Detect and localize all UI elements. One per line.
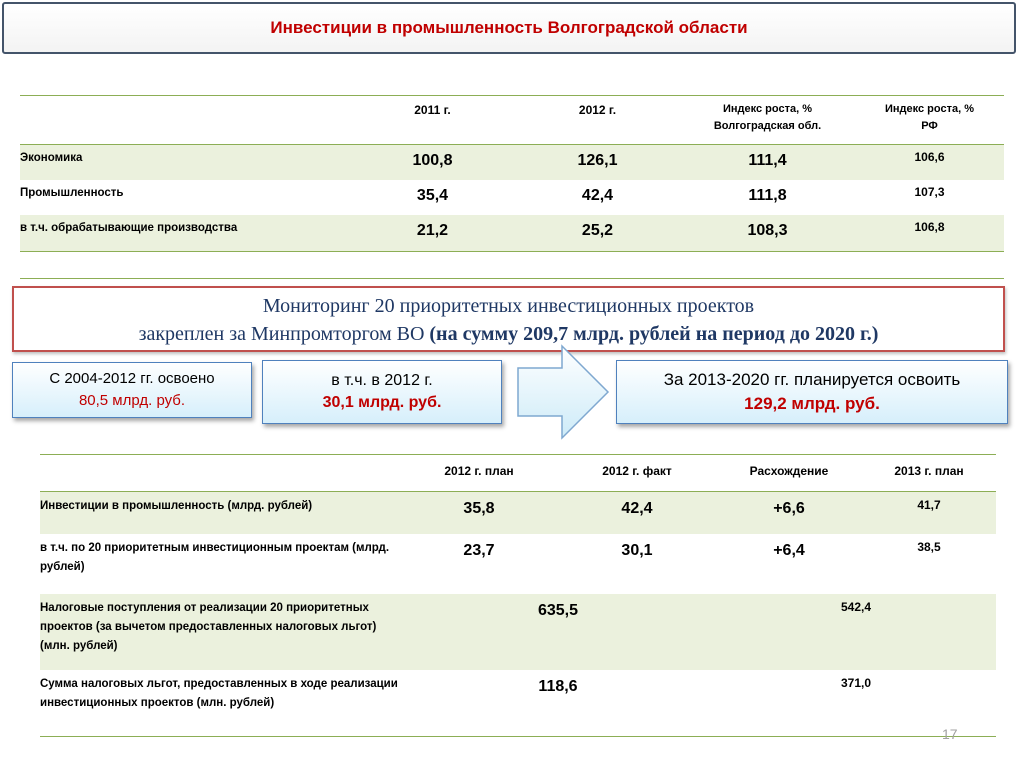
cell-diff: +6,6 (716, 492, 862, 534)
cell-value-2012: 635,5 (400, 594, 716, 670)
mastered-2004-2012-box (12, 362, 252, 418)
row-label: Промышленность (20, 186, 124, 199)
header-cell: 2013 г. план (862, 455, 996, 492)
row-label: Налоговые поступления от реализации 20 приоритетных проектов (за вычетом предоставленных налоговых льгот) (млн. рублей) (40, 594, 400, 670)
cell-index-rf: 106,8 (855, 215, 1004, 252)
divider (20, 278, 1004, 279)
row-label: Сумма налоговых льгот, предоставленных в ходе реализации инвестиционных проектов (млн. рублей) (40, 670, 400, 737)
cell-2012: 25,2 (515, 215, 680, 252)
cell-2012: 42,4 (581, 186, 614, 204)
header-cell: Расхождение (716, 455, 862, 492)
box-amount: 30,1 млрд. руб. (322, 394, 442, 411)
monitoring-line-2-text: закреплен за Минпромторгом ВО (138, 323, 430, 345)
cell-index-rf: 107,3 (914, 184, 945, 199)
box-text: За 2013-2020 гг. планируется освоить (663, 370, 961, 389)
row-label: Инвестиции в промышленность (млрд. рублей) (40, 492, 400, 534)
cell-2012: 126,1 (515, 145, 680, 180)
table-header-row (20, 96, 1004, 145)
cell-plan-2013: 41,7 (862, 492, 996, 534)
cell-index-vo: 108,3 (680, 215, 855, 252)
header-cell: 2012 г. факт (558, 455, 716, 492)
cell-plan-2013: 38,5 (917, 539, 941, 554)
table-row (20, 215, 1004, 252)
table-row (20, 145, 1004, 180)
investment-table (20, 95, 1004, 252)
right-arrow-icon (516, 344, 610, 440)
header-cell: 2012 г. (515, 96, 680, 145)
table-row (40, 492, 996, 534)
header-cell-empty (40, 455, 400, 492)
monitoring-banner (12, 286, 1005, 352)
title-box (2, 2, 1016, 54)
row-label: в т.ч. обрабатывающие производства (20, 215, 350, 252)
cell-value-2012: 118,6 (400, 670, 716, 737)
cell-index-vo: 111,4 (680, 145, 855, 180)
cell-2011: 100,8 (350, 145, 515, 180)
cell-2011: 35,4 (416, 186, 449, 204)
cell-plan-2012: 23,7 (463, 541, 495, 559)
planned-2013-2020-box (616, 360, 1008, 424)
projects-table (40, 454, 996, 737)
header-cell: Индекс роста, % РФ (855, 96, 1004, 145)
monitoring-amount: (на сумму 209,7 млрд. рублей на период до 2020 г.) (429, 323, 879, 345)
cell-diff: +6,4 (773, 541, 805, 559)
row-label: в т.ч. по 20 приоритетным инвестиционным проектам (млрд. рублей) (40, 541, 390, 573)
page-number: 17 (942, 726, 958, 742)
mastered-2012-box (262, 360, 502, 424)
cell-index-rf: 106,6 (855, 145, 1004, 180)
header-cell-empty (20, 96, 350, 145)
box-amount: 129,2 млрд. руб. (744, 394, 880, 413)
header-cell: 2012 г. план (400, 455, 558, 492)
monitoring-line-1: Мониторинг 20 приоритетных инвестиционных проектов (262, 295, 755, 317)
table-row (20, 180, 1004, 215)
table-row (40, 594, 996, 670)
box-text: в т.ч. в 2012 г. (331, 372, 433, 389)
box-amount: 80,5 млрд. руб. (78, 392, 186, 409)
table-row (40, 534, 996, 594)
table-header-row (40, 455, 996, 492)
cell-plan-2012: 35,8 (400, 492, 558, 534)
monitoring-line-2 (14, 320, 1003, 348)
header-cell: Индекс роста, % Волгоградская обл. (680, 96, 855, 145)
cell-value-2013: 371,0 (716, 670, 996, 737)
cell-index-vo: 111,8 (748, 186, 787, 204)
header-cell: 2011 г. (350, 96, 515, 145)
table-row (40, 670, 996, 737)
page-title: Инвестиции в промышленность Волгоградской области (270, 18, 748, 37)
cell-fact-2012: 42,4 (558, 492, 716, 534)
box-text: С 2004-2012 гг. освоено (49, 370, 215, 387)
cell-value-2013: 542,4 (716, 594, 996, 670)
cell-fact-2012: 30,1 (621, 541, 653, 559)
cell-2011: 21,2 (350, 215, 515, 252)
row-label: Экономика (20, 145, 350, 180)
